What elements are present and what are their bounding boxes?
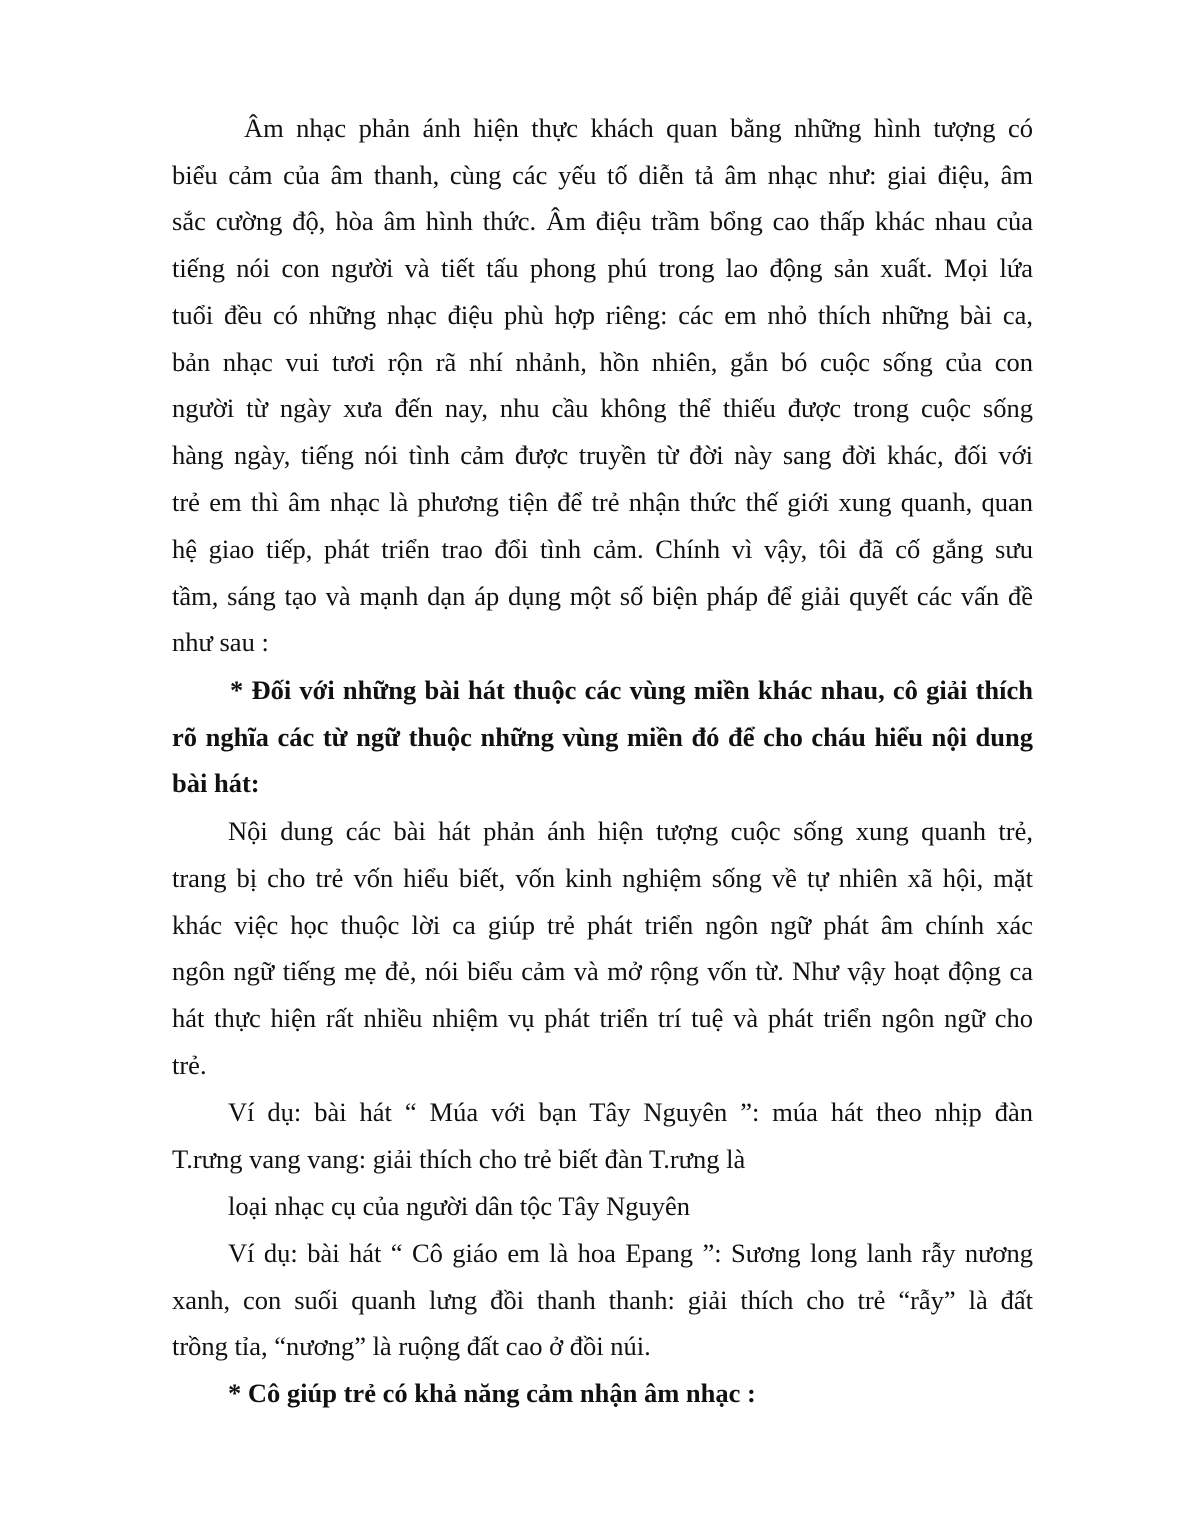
text-line: tuổi đều có những nhạc điệu phù hợp riêng: các em nhỏ thích những bài ca, — [172, 300, 1033, 330]
text-line: hàng ngày, tiếng nói tình cảm được truyền từ đời này sang đời khác, đối với — [172, 440, 1033, 470]
text-line: ngôn ngữ tiếng mẹ đẻ, nói biểu cảm và mở rộng vốn từ. Như vậy hoạt động ca — [172, 956, 1033, 986]
text-line: như sau : — [172, 627, 269, 657]
text-line: loại nhạc cụ của người dân tộc Tây Nguyên — [228, 1191, 691, 1221]
text-line: người từ ngày xưa đến nay, nhu cầu không thể thiếu được trong cuộc sống — [172, 393, 1033, 423]
heading-line: rõ nghĩa các từ ngữ thuộc những vùng miền đó để cho cháu hiểu nội dung — [172, 722, 1033, 752]
text-line: tiếng nói con người và tiết tấu phong phú trong lao động sản xuất. Mọi lứa — [172, 253, 1033, 283]
text-line: biểu cảm của âm thanh, cùng các yếu tố diễn tả âm nhạc như: giai điệu, âm — [172, 160, 1033, 190]
text-line: Ví dụ: bài hát “ Cô giáo em là hoa Epang ”: Sương long lanh rẫy nương — [228, 1238, 1033, 1268]
text-line: sắc cường độ, hòa âm hình thức. Âm điệu trầm bổng cao thấp khác nhau của — [172, 206, 1033, 236]
text-line: trồng tỉa, “nương” là ruộng đất cao ở đồi núi. — [172, 1331, 651, 1361]
text-line: Âm nhạc phản ánh hiện thực khách quan bằng những hình tượng có — [244, 113, 1033, 143]
heading-music-perception: * Cô giúp trẻ có khả năng cảm nhận âm nhạc : — [228, 1378, 756, 1408]
text-line: khác việc học thuộc lời ca giúp trẻ phát triển ngôn ngữ phát âm chính xác — [172, 910, 1033, 940]
text-line: T.rưng vang vang: giải thích cho trẻ biết đàn T.rưng là — [172, 1144, 746, 1174]
text-line: tầm, sáng tạo và mạnh dạn áp dụng một số biện pháp để giải quyết các vấn đề — [172, 581, 1033, 611]
heading-line: bài hát: — [172, 768, 260, 798]
text-line: trẻ. — [172, 1050, 207, 1080]
text-line: bản nhạc vui tươi rộn rã nhí nhảnh, hồn nhiên, gắn bó cuộc sống của con — [172, 347, 1033, 377]
text-line: xanh, con suối quanh lưng đồi thanh thanh: giải thích cho trẻ “rẫy” là đất — [172, 1285, 1033, 1315]
text-line: hệ giao tiếp, phát triển trao đổi tình cảm. Chính vì vậy, tôi đã cố gắng sưu — [172, 534, 1033, 564]
text-line: trẻ em thì âm nhạc là phương tiện để trẻ nhận thức thế giới xung quanh, quan — [172, 487, 1033, 517]
text-line: Ví dụ: bài hát “ Múa với bạn Tây Nguyên ”: múa hát theo nhịp đàn — [228, 1097, 1033, 1127]
text-line: trang bị cho trẻ vốn hiểu biết, vốn kinh nghiệm sống về tự nhiên xã hội, mặt — [172, 863, 1033, 893]
heading-line: * Đối với những bài hát thuộc các vùng miền khác nhau, cô giải thích — [230, 675, 1033, 705]
text-line: Nội dung các bài hát phản ánh hiện tượng cuộc sống xung quanh trẻ, — [228, 816, 1033, 846]
text-line: hát thực hiện rất nhiều nhiệm vụ phát triển trí tuệ và phát triển ngôn ngữ cho — [172, 1003, 1033, 1033]
